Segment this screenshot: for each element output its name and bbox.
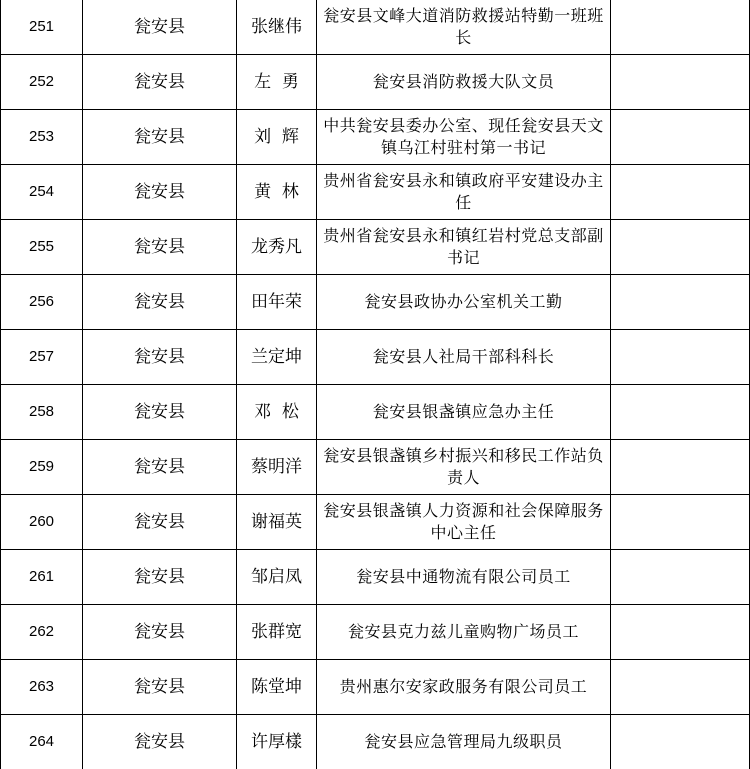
remark-cell (611, 0, 750, 55)
row-number-cell: 251 (1, 0, 83, 55)
county-cell: 瓮安县 (83, 660, 237, 715)
county-cell: 瓮安县 (83, 275, 237, 330)
table-row (1, 55, 750, 110)
row-number-cell: 261 (1, 550, 83, 605)
remark-cell (611, 495, 750, 550)
remark-cell (611, 440, 750, 495)
table-row (1, 715, 750, 769)
county-cell: 瓮安县 (83, 440, 237, 495)
table-row (1, 110, 750, 165)
row-number-cell: 260 (1, 495, 83, 550)
name-cell: 蔡明洋 (237, 440, 317, 495)
remark-cell (611, 550, 750, 605)
county-cell: 瓮安县 (83, 330, 237, 385)
remark-cell (611, 605, 750, 660)
row-number-cell: 262 (1, 605, 83, 660)
name-cell: 陈堂坤 (237, 660, 317, 715)
county-cell: 瓮安县 (83, 110, 237, 165)
position-cell: 瓮安县消防救援大队文员 (317, 55, 611, 110)
row-number-cell: 253 (1, 110, 83, 165)
name-cell: 谢福英 (237, 495, 317, 550)
position-cell: 瓮安县银盏镇应急办主任 (317, 385, 611, 440)
remark-cell (611, 715, 750, 769)
remark-cell (611, 165, 750, 220)
table-row (1, 330, 750, 385)
remark-cell (611, 385, 750, 440)
county-cell: 瓮安县 (83, 165, 237, 220)
name-cell: 兰定坤 (237, 330, 317, 385)
county-cell: 瓮安县 (83, 550, 237, 605)
table-row (1, 605, 750, 660)
county-cell: 瓮安县 (83, 220, 237, 275)
row-number-cell: 254 (1, 165, 83, 220)
name-cell: 邓 松 (237, 385, 317, 440)
name-cell: 邹启凤 (237, 550, 317, 605)
name-cell: 张群宽 (237, 605, 317, 660)
table-row (1, 440, 750, 495)
name-cell: 张继伟 (237, 0, 317, 55)
county-cell: 瓮安县 (83, 385, 237, 440)
county-cell: 瓮安县 (83, 715, 237, 769)
position-cell: 瓮安县人社局干部科科长 (317, 330, 611, 385)
roster-body (1, 0, 750, 769)
table-row (1, 660, 750, 715)
name-cell: 刘 辉 (237, 110, 317, 165)
row-number-cell: 263 (1, 660, 83, 715)
position-cell: 瓮安县文峰大道消防救援站特勤一班班长 (317, 0, 611, 55)
table-row (1, 0, 750, 55)
position-cell: 瓮安县政协办公室机关工勤 (317, 275, 611, 330)
row-number-cell: 258 (1, 385, 83, 440)
row-number-cell: 256 (1, 275, 83, 330)
remark-cell (611, 660, 750, 715)
row-number-cell: 264 (1, 715, 83, 769)
table-row (1, 385, 750, 440)
name-cell: 许厚樣 (237, 715, 317, 769)
position-cell: 瓮安县克力兹儿童购物广场员工 (317, 605, 611, 660)
name-cell: 左 勇 (237, 55, 317, 110)
name-cell: 田年荣 (237, 275, 317, 330)
name-cell: 黄 林 (237, 165, 317, 220)
county-cell: 瓮安县 (83, 495, 237, 550)
table-row (1, 165, 750, 220)
county-cell: 瓮安县 (83, 0, 237, 55)
position-cell: 贵州惠尔安家政服务有限公司员工 (317, 660, 611, 715)
remark-cell (611, 275, 750, 330)
position-cell: 瓮安县银盏镇乡村振兴和移民工作站负责人 (317, 440, 611, 495)
table-row (1, 495, 750, 550)
name-cell: 龙秀凡 (237, 220, 317, 275)
row-number-cell: 255 (1, 220, 83, 275)
position-cell: 瓮安县应急管理局九级职员 (317, 715, 611, 769)
remark-cell (611, 220, 750, 275)
table-row (1, 275, 750, 330)
row-number-cell: 252 (1, 55, 83, 110)
position-cell: 中共瓮安县委办公室、现任瓮安县天文镇乌江村驻村第一书记 (317, 110, 611, 165)
position-cell: 瓮安县中通物流有限公司员工 (317, 550, 611, 605)
row-number-cell: 259 (1, 440, 83, 495)
position-cell: 贵州省瓮安县永和镇红岩村党总支部副书记 (317, 220, 611, 275)
table-row (1, 220, 750, 275)
county-cell: 瓮安县 (83, 55, 237, 110)
table-row (1, 550, 750, 605)
remark-cell (611, 110, 750, 165)
remark-cell (611, 55, 750, 110)
county-cell: 瓮安县 (83, 605, 237, 660)
position-cell: 瓮安县银盏镇人力资源和社会保障服务中心主任 (317, 495, 611, 550)
row-number-cell: 257 (1, 330, 83, 385)
position-cell: 贵州省瓮安县永和镇政府平安建设办主任 (317, 165, 611, 220)
remark-cell (611, 330, 750, 385)
